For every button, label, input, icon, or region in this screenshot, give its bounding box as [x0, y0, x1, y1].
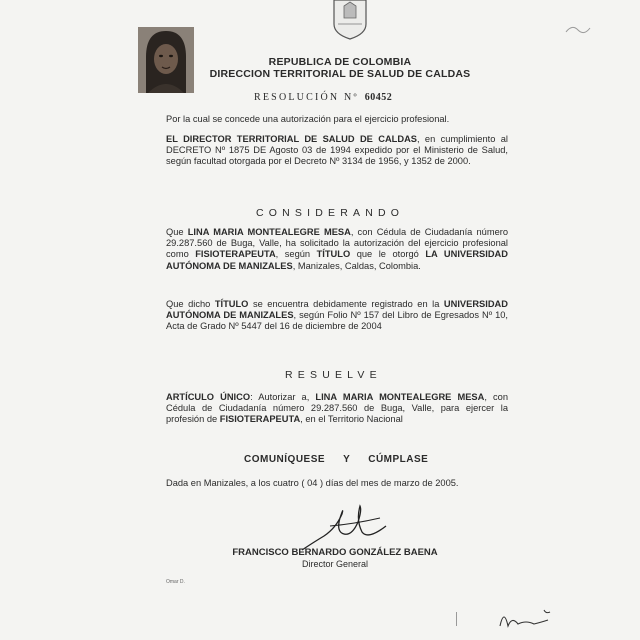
university-name: LA UNIVERSIDAD AUTÓNOMA DE MANIZALES: [166, 249, 508, 271]
title-word: TÍTULO: [214, 299, 249, 309]
dated-paragraph: Dada en Manizales, a los cuatro ( 04 ) días del mes de marzo de 2005.: [166, 478, 459, 488]
closing-word-1: COMUNÍQUESE: [244, 454, 326, 465]
article-paragraph: [166, 392, 508, 426]
resolution-number: 60452: [364, 92, 393, 103]
id-photo: [138, 27, 194, 93]
director-text: , en cumplimiento al DECRETO Nº 1875 DE Agosto 03 de 1994 expedido por el Ministerio de Salud, según facultad otorgada por el Decreto Nº 3134 de 1956, y 1352 de 2000.: [166, 134, 508, 167]
resolution-title: [254, 92, 392, 103]
closing-formula: [244, 454, 428, 465]
text: , con Cédula de Ciudadanía número 29.287.560 de Buga, Valle, para ejercer la profesión de: [166, 392, 509, 425]
text: , según Folio Nº 157 del Libro de Egresados Nº 10, Acta de Grado Nº 5447 del 16 de diciembre de 2004: [166, 310, 508, 332]
director-paragraph: [166, 134, 508, 168]
text: , en el Territorio Nacional: [300, 414, 403, 425]
profession: FISIOTERAPEUTA: [195, 249, 276, 260]
person-name: LINA MARIA MONTEALEGRE MESA: [315, 392, 485, 402]
initials-icon: [498, 602, 554, 632]
signature-icon: [300, 496, 410, 554]
signer-role: Director General: [301, 559, 369, 569]
article-label: ARTÍCULO ÚNICO: [166, 392, 251, 402]
corner-mark-icon: [562, 22, 592, 36]
text: , Manizales, Caldas, Colombia.: [292, 260, 421, 271]
intro-paragraph: Por la cual se concede una autorización para el ejercicio profesional.: [166, 114, 450, 124]
text: Que: [166, 227, 188, 237]
director-title: EL DIRECTOR TERRITORIAL DE SALUD DE CALDAS: [166, 134, 417, 144]
closing-word-2: Y: [343, 454, 351, 465]
considerando-paragraph-2: [166, 299, 508, 333]
margin-mark: [456, 612, 457, 626]
text: : Autorizar a,: [250, 392, 316, 402]
text: se encuentra debidamente registrado en la: [248, 299, 444, 309]
header-direction: DIRECCION TERRITORIAL DE SALUD DE CALDAS: [209, 68, 471, 80]
footer-code: Omar D.: [166, 579, 185, 585]
title-word: TÍTULO: [316, 249, 351, 260]
text: , según: [275, 249, 317, 260]
profession: FISIOTERAPEUTA: [219, 414, 301, 425]
closing-word-3: CÚMPLASE: [368, 454, 429, 465]
text: Que dicho: [166, 299, 215, 309]
header-republic: REPUBLICA DE COLOMBIA: [268, 56, 412, 68]
resuelve-heading: RESUELVE: [285, 369, 382, 381]
resolution-label: RESOLUCIÓN Nº: [254, 92, 359, 103]
text: que le otorgó: [350, 249, 426, 260]
considerando-heading: CONSIDERANDO: [256, 207, 405, 219]
person-name: LINA MARIA MONTEALEGRE MESA: [187, 227, 351, 237]
text: , con Cédula de Ciudadanía número 29.287.560 de Buga, Valle, ha solicitado la autorización del ejercicio profesional como: [166, 227, 509, 260]
coat-of-arms-icon: [328, 0, 372, 40]
university-name: UNIVERSIDAD AUTÓNOMA DE MANIZALES: [166, 299, 508, 321]
signer-name: FRANCISCO BERNARDO GONZÁLEZ BAENA: [232, 547, 438, 558]
considerando-paragraph-1: [166, 227, 508, 272]
